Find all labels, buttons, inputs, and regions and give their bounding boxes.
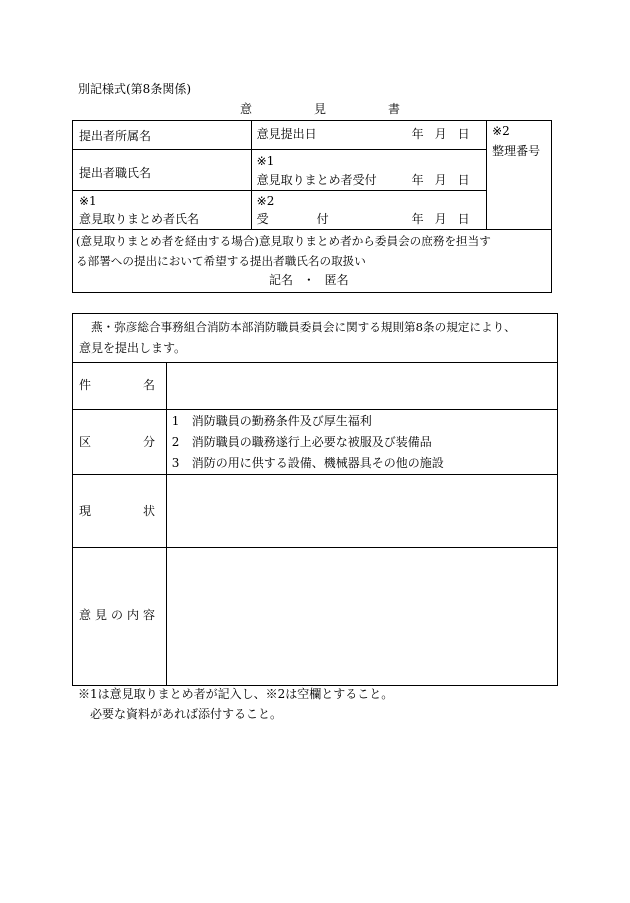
opinion-field[interactable]: [166, 548, 557, 686]
received-char: 受: [256, 212, 269, 226]
intro-line1: 燕・弥彦総合事務組合消防本部消防職員委員会に関する規則第8条の規定により、: [91, 320, 516, 334]
handling-text-line1: (意見取りまとめ者を経由する場合)意見取りまとめ者から委員会の庶務を担当す: [76, 234, 491, 248]
day-label: 日: [457, 173, 470, 187]
category-num: 3: [171, 456, 180, 470]
summarizer-name-label: 意見取りまとめ者氏名: [79, 212, 200, 226]
subject-label-cell: [73, 363, 167, 410]
mark1: ※1: [79, 194, 97, 208]
category-num: 1: [171, 414, 180, 428]
received-cell[interactable]: [251, 191, 486, 230]
page-title: [240, 102, 400, 116]
status-label: [79, 504, 155, 518]
note-line2: 必要な資料があれば添付すること。: [90, 707, 283, 721]
opinion-char: 内: [126, 608, 139, 622]
note-line1: ※1は意見取りまとめ者が記入し、※2は空欄とすること。: [78, 687, 394, 701]
date-ymd: [412, 212, 470, 226]
received-label: [257, 212, 329, 226]
month-label: 月: [434, 173, 447, 187]
category-label: [79, 435, 155, 449]
opinion-label: [79, 608, 155, 622]
mark2: ※2: [256, 194, 275, 208]
category-text: 消防職員の職務遂行上必要な被服及び装備品: [191, 435, 432, 449]
summarizer-received-cell[interactable]: [251, 150, 486, 191]
name-label: 提出者職氏名: [79, 166, 152, 180]
summarizer-received-label: 意見取りまとめ者受付: [256, 173, 377, 187]
year-label: 年: [411, 212, 424, 226]
title-char: 見: [313, 102, 326, 116]
day-label: 日: [457, 212, 470, 226]
name-cell[interactable]: [73, 150, 252, 191]
category-text: 消防の用に供する設備、機械器具その他の施設: [191, 456, 444, 470]
subject-label: [79, 378, 155, 392]
category-option-2[interactable]: [172, 435, 432, 449]
opinion-char: の: [110, 608, 123, 622]
category-option-3[interactable]: [172, 456, 444, 470]
opinion-char: 見: [94, 608, 107, 622]
submit-date-label: 意見提出日: [256, 127, 317, 141]
notes: [78, 684, 393, 724]
serial-cell[interactable]: [487, 121, 552, 230]
intro-cell: [73, 314, 558, 363]
category-label-cell: [73, 410, 167, 475]
category-char: 分: [142, 435, 155, 449]
opinion-char: 意: [79, 608, 92, 622]
category-char: 区: [79, 435, 92, 449]
month-label: 月: [434, 127, 447, 141]
date-ymd: [412, 127, 470, 141]
header-table: [72, 120, 552, 293]
category-option-1[interactable]: [172, 414, 372, 428]
day-label: 日: [457, 127, 470, 141]
handling-cell: [73, 230, 552, 293]
dept-label: 提出者所属名: [79, 129, 152, 143]
form-label: 別記様式(第8条関係): [78, 82, 191, 96]
category-text: 消防職員の勤務条件及び厚生福利: [191, 414, 372, 428]
handling-options[interactable]: 記名 ・ 匿名: [269, 273, 349, 287]
subject-field[interactable]: [166, 363, 557, 410]
status-field[interactable]: [166, 475, 557, 548]
year-label: 年: [411, 127, 424, 141]
subject-char: 件: [79, 378, 92, 392]
year-label: 年: [411, 173, 424, 187]
serial-label: 整理番号: [492, 144, 541, 158]
mark1: ※1: [256, 154, 275, 168]
month-label: 月: [434, 212, 447, 226]
opinion-label-cell: [73, 548, 167, 686]
subject-char: 名: [142, 378, 155, 392]
status-char: 現: [79, 504, 92, 518]
status-char: 状: [142, 504, 155, 518]
summarizer-name-cell[interactable]: [73, 191, 252, 230]
category-options-cell: [166, 410, 557, 475]
date-ymd: [412, 173, 470, 187]
status-label-cell: [73, 475, 167, 548]
dept-cell[interactable]: [73, 121, 252, 150]
category-num: 2: [171, 435, 180, 449]
received-char: 付: [316, 212, 329, 226]
opinion-table: [72, 313, 558, 686]
serial-mark: ※2: [492, 124, 510, 138]
intro-line2: 意見を提出します。: [79, 341, 187, 355]
title-char: 意: [240, 102, 253, 116]
title-char: 書: [387, 102, 400, 116]
opinion-char: 容: [142, 608, 155, 622]
handling-text-line2: る部署への提出において希望する提出者職氏名の取扱い: [76, 254, 366, 268]
submit-date-cell[interactable]: [251, 121, 486, 150]
